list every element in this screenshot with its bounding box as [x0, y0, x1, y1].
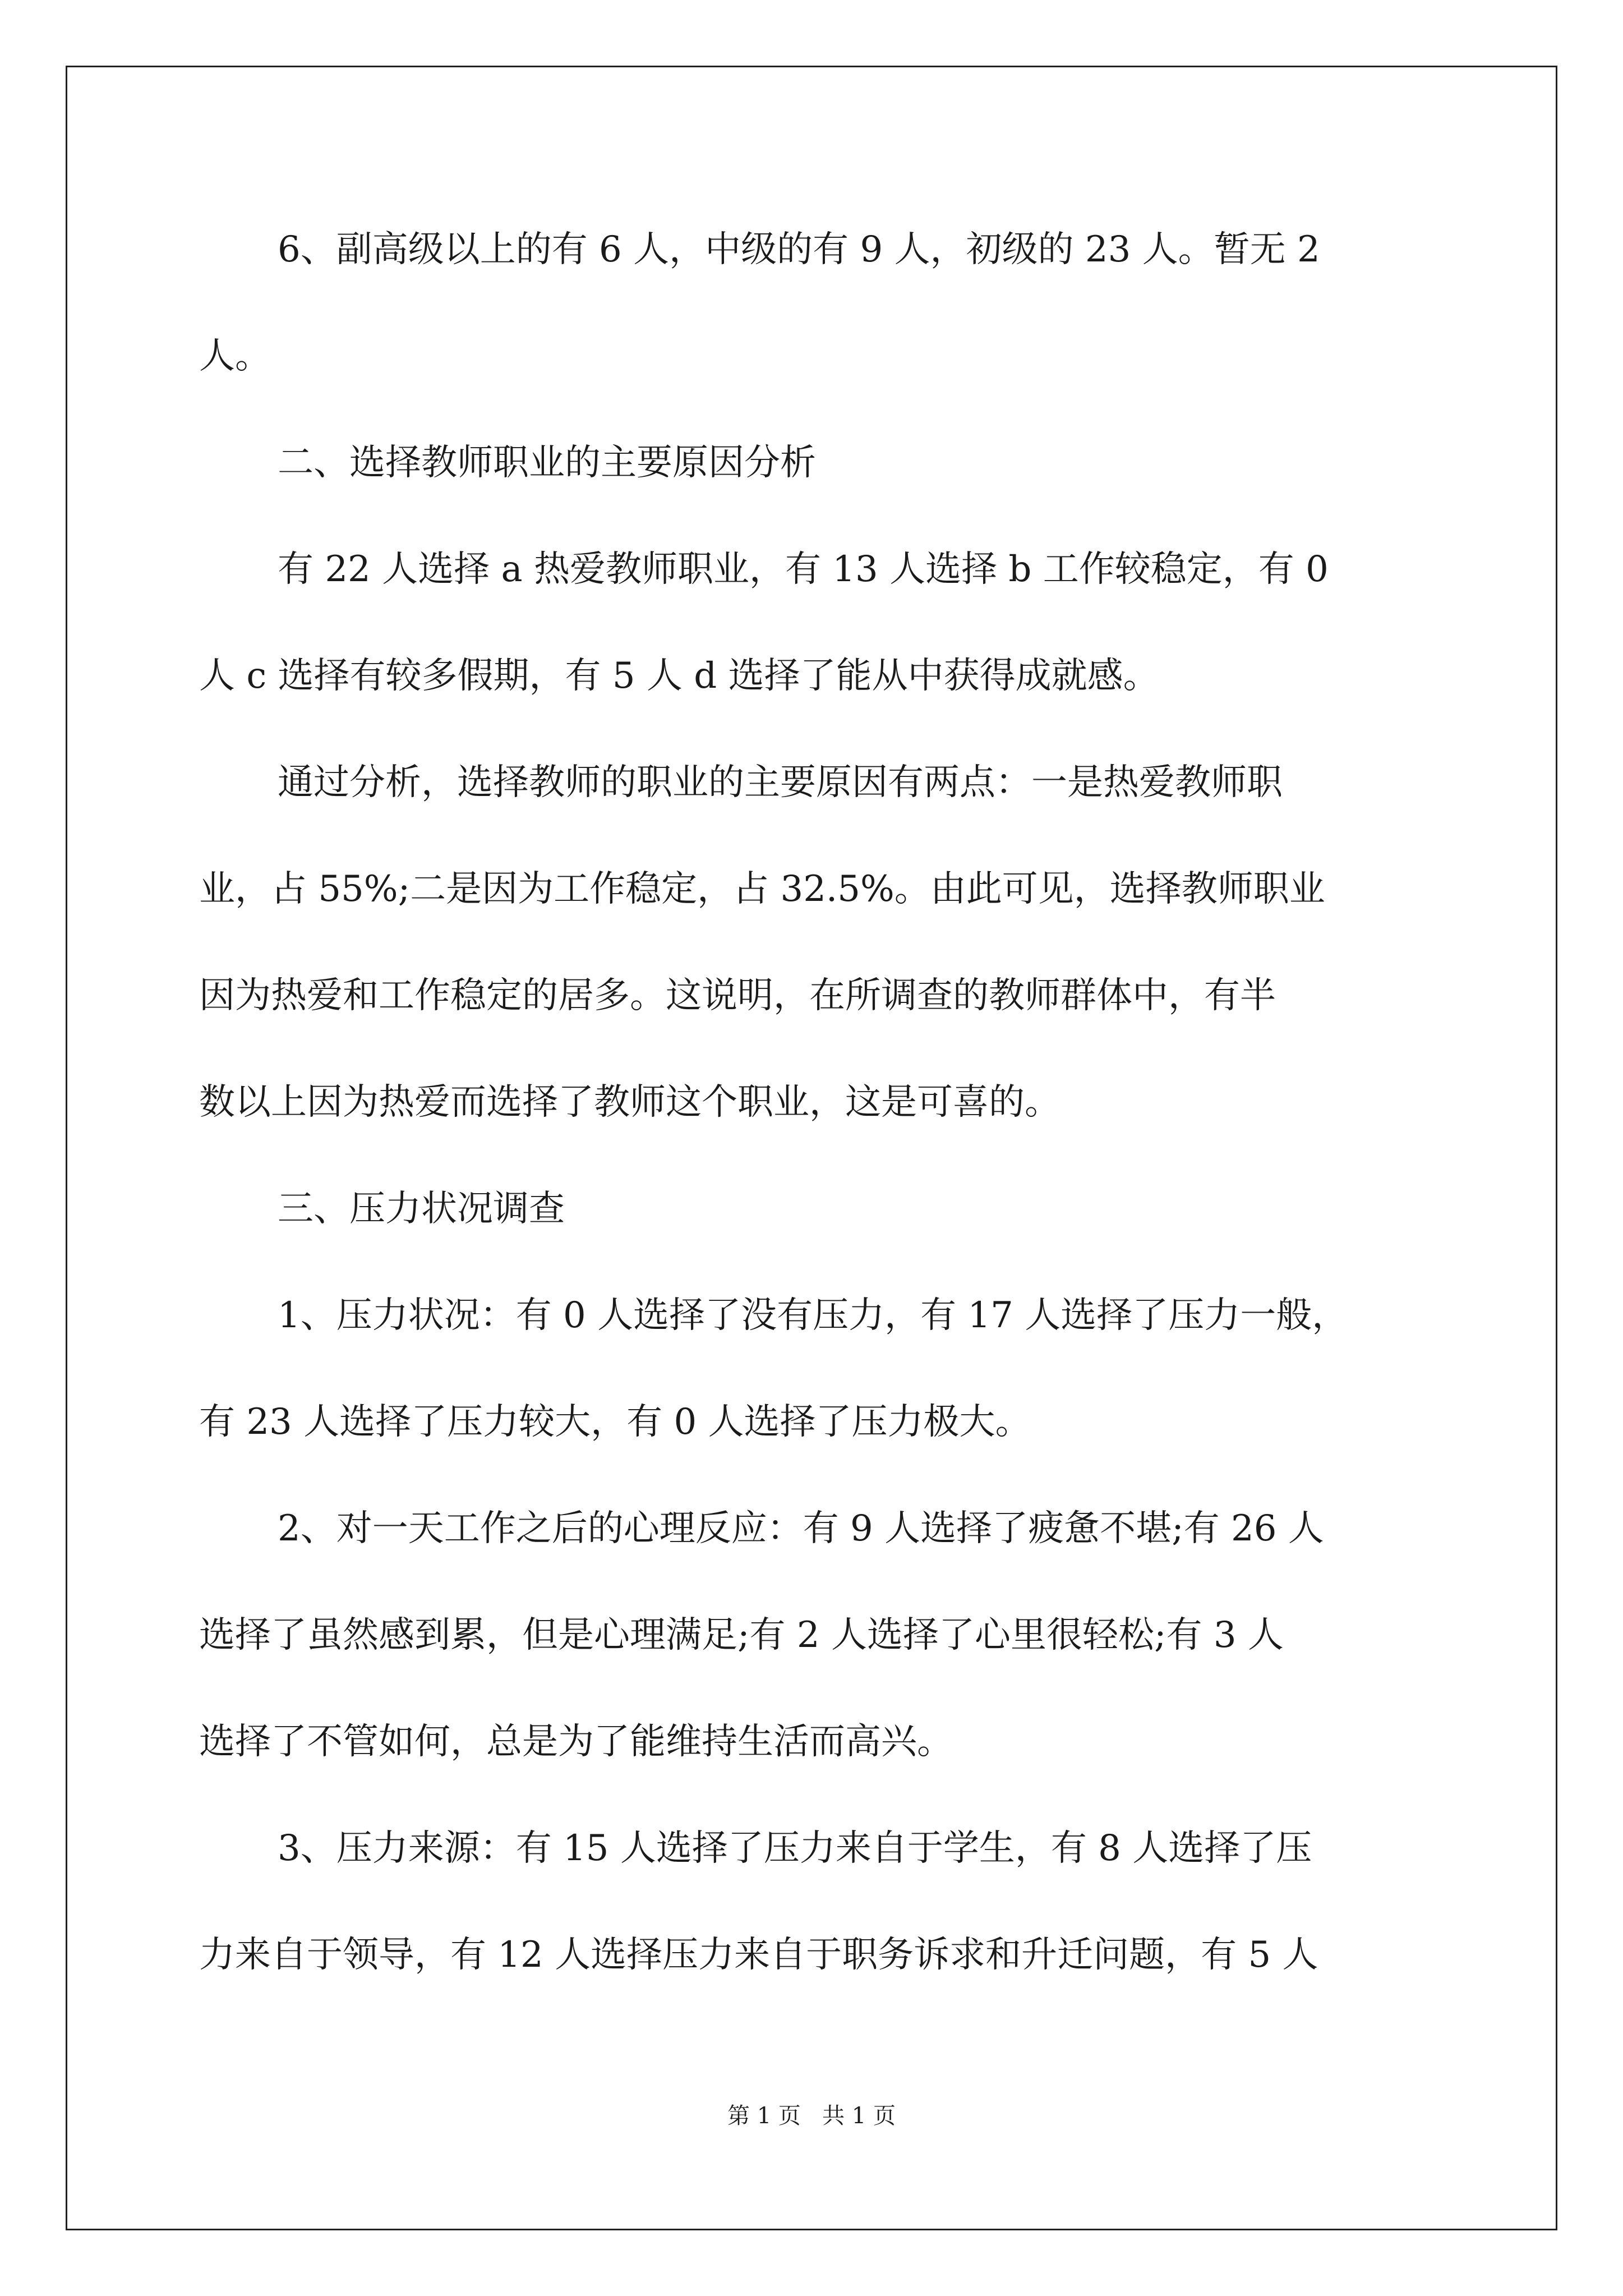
paragraph-line: 有 23 人选择了压力较大，有 0 人选择了压力极大。	[199, 1401, 1031, 1443]
paragraph-line: 业，占 55%;二是因为工作稳定，占 32.5%。由此可见，选择教师职业	[199, 868, 1325, 910]
paragraph-line: 2、对一天工作之后的心理反应：有 9 人选择了疲惫不堪;有 26 人	[278, 1508, 1324, 1549]
document-body	[199, 196, 1433, 2008]
page-footer: 第 1 页 共 1 页	[727, 2103, 896, 2129]
paragraph-line: 3、压力来源：有 15 人选择了压力来自于学生，有 8 人选择了压	[278, 1828, 1312, 1869]
paragraph-line: 6、副高级以上的有 6 人，中级的有 9 人，初级的 23 人。暂无 2	[278, 229, 1320, 270]
paragraph-line: 力来自于领导，有 12 人选择压力来自于职务诉求和升迁问题，有 5 人	[199, 1934, 1318, 1976]
paragraph-line: 因为热爱和工作稳定的居多。这说明，在所调查的教师群体中，有半	[199, 975, 1276, 1016]
section-heading: 三、压力状况调查	[278, 1188, 565, 1230]
section-heading: 二、选择教师职业的主要原因分析	[278, 442, 816, 484]
paragraph-line: 人 c 选择有较多假期，有 5 人 d 选择了能从中获得成就感。	[199, 655, 1159, 697]
paragraph-line: 选择了虽然感到累，但是心理满足;有 2 人选择了心里很轻松;有 3 人	[199, 1614, 1284, 1656]
paragraph-line: 1、压力状况：有 0 人选择了没有压力，有 17 人选择了压力一般，	[278, 1295, 1348, 1336]
paragraph-line: 通过分析，选择教师的职业的主要原因有两点：一是热爱教师职	[278, 762, 1283, 803]
paragraph-line: 选择了不管如何，总是为了能维持生活而高兴。	[199, 1721, 953, 1763]
paragraph-line: 数以上因为热爱而选择了教师这个职业，这是可喜的。	[199, 1082, 1061, 1123]
paragraph-line: 有 22 人选择 a 热爱教师职业，有 13 人选择 b 工作较稳定，有 0	[278, 549, 1329, 590]
paragraph-line: 人。	[199, 335, 271, 377]
